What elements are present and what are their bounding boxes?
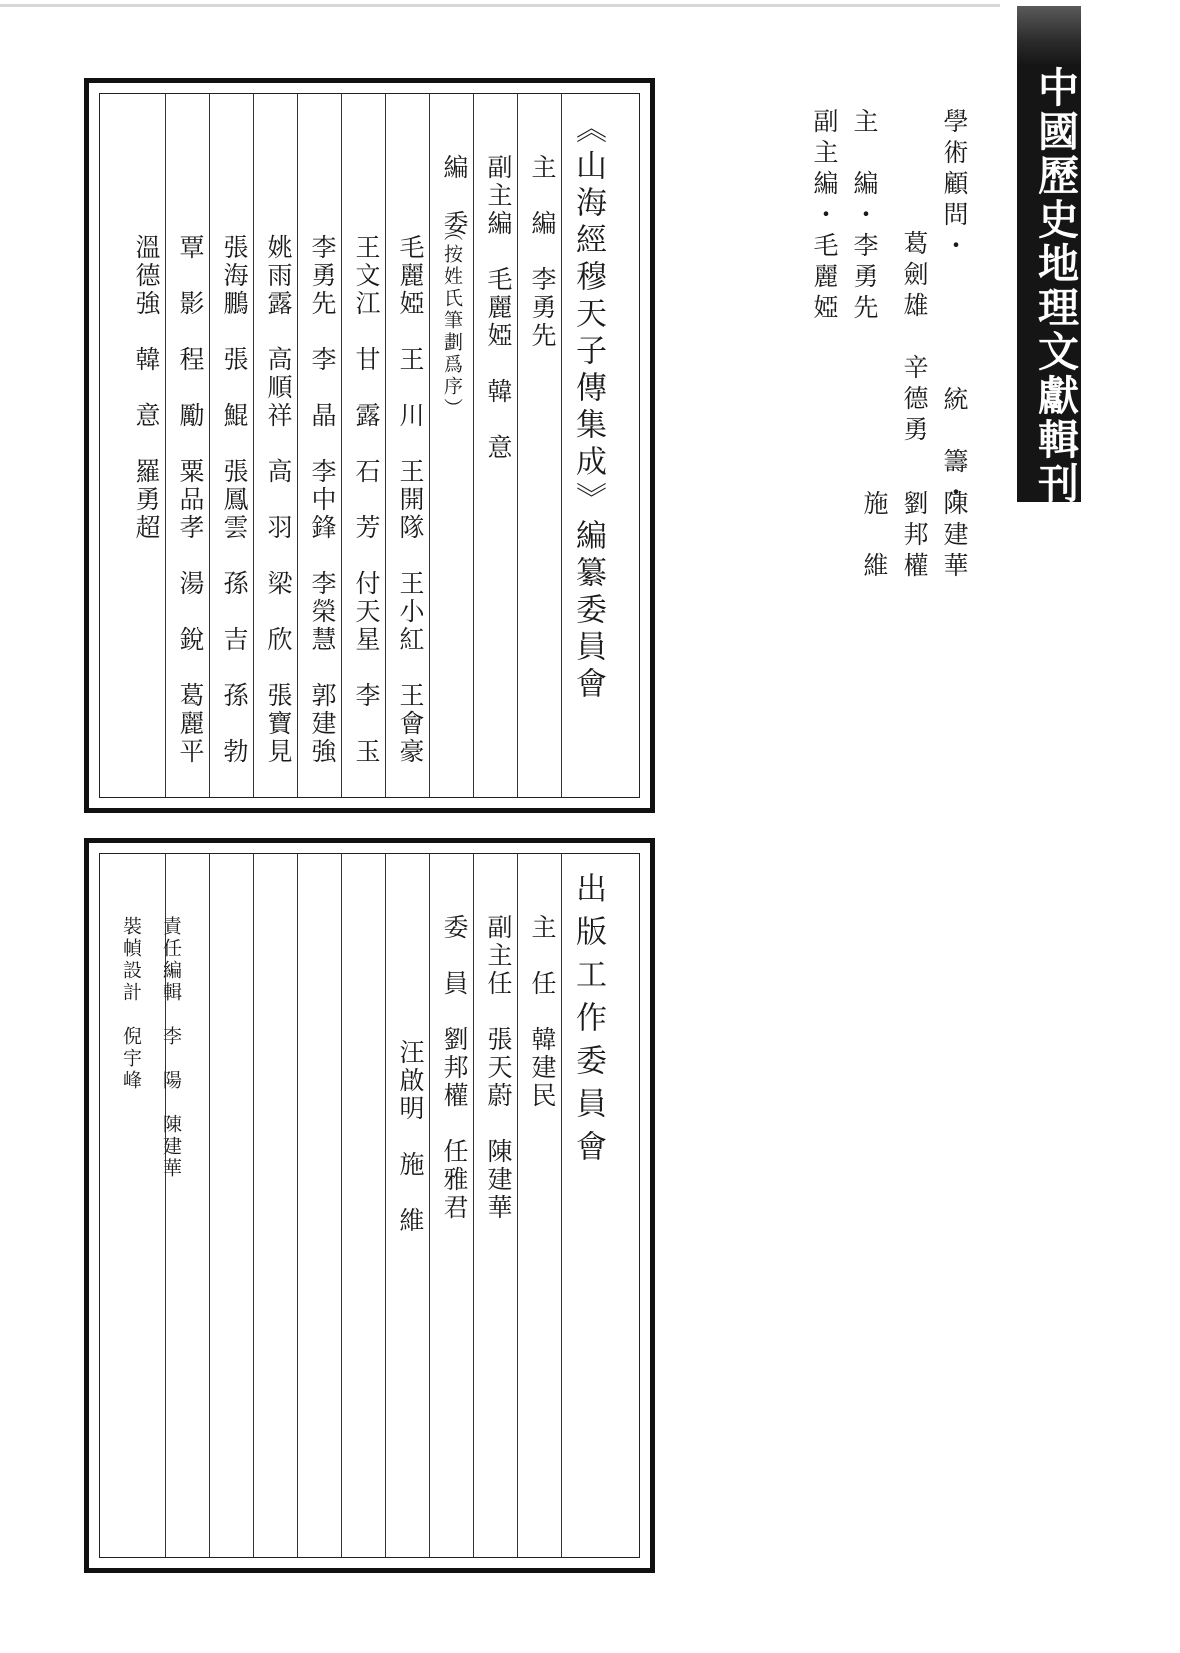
publishing-members: 委 員 劉邦權 任雅君 xyxy=(440,914,469,1222)
committee-member-row: 王文江 甘 露 石 芳 付天星 李 玉 xyxy=(352,234,381,766)
series-deputy-editor: 副主編・毛麗婭 xyxy=(810,108,839,325)
column-rule xyxy=(517,854,518,1557)
publishing-inner-border xyxy=(99,853,640,1558)
column-rule xyxy=(253,94,254,797)
column-rule xyxy=(165,94,166,797)
committee-members-note: （按姓氏筆劃爲序） xyxy=(441,222,463,420)
committee-member-row: 李勇先 李 晶 李中鋒 李榮慧 郭建強 xyxy=(308,234,337,766)
binding-designer: 裝幀設計 倪宇峰 xyxy=(120,916,142,1092)
series-chief-editor: 主 編・李勇先 xyxy=(850,108,879,325)
column-rule xyxy=(473,94,474,797)
committee-title: 《山海經穆天子傳集成》編纂委員會 xyxy=(570,112,606,704)
publishing-members-cont: 汪啟明 施 維 xyxy=(396,1039,425,1235)
committee-member-row: 覃 影 程 勵 粟品孝 湯 銳 葛麗平 xyxy=(176,234,205,766)
column-rule xyxy=(429,854,430,1557)
column-rule xyxy=(385,854,386,1557)
responsible-editors: 責任編輯 李 陽 陳建華 xyxy=(160,916,182,1180)
column-rule xyxy=(341,94,342,797)
publishing-director: 主 任 韓建民 xyxy=(528,914,557,1110)
column-rule xyxy=(561,854,562,1557)
column-rule xyxy=(341,854,342,1557)
series-title: 中國歷史地理文獻輯刊 xyxy=(1031,66,1079,506)
top-edge-line xyxy=(0,4,1000,7)
committee-members-label: 編 委 xyxy=(440,154,469,238)
advisor-names: 葛劍雄 辛德勇 xyxy=(900,230,929,447)
committee-chief-editor: 主 編 李勇先 xyxy=(528,154,557,350)
column-rule xyxy=(385,94,386,797)
publishing-deputy-director: 副主任 張天蔚 陳建華 xyxy=(484,914,513,1222)
column-rule xyxy=(253,854,254,1557)
column-rule xyxy=(473,854,474,1557)
coordinator-label: 統 籌・ xyxy=(940,386,969,510)
coordinator-name-1: 陳建華 xyxy=(940,490,969,583)
coordinator-name-2: 劉邦權 xyxy=(900,490,929,583)
banner-texture xyxy=(1017,6,1081,66)
column-rule xyxy=(561,94,562,797)
committee-member-row: 溫德強 韓 意 羅勇超 xyxy=(132,234,161,542)
publishing-title: 出版工作委員會 xyxy=(570,872,606,1173)
series-banner xyxy=(1017,6,1081,506)
column-rule xyxy=(297,94,298,797)
publishing-committee-box xyxy=(84,838,655,1573)
committee-deputy-editor: 副主編 毛麗婭 韓 意 xyxy=(484,154,513,462)
column-rule xyxy=(429,94,430,797)
committee-member-row: 張海鵬 張 鯤 張鳳雲 孫 吉 孫 勃 xyxy=(220,234,249,766)
compilation-committee-box xyxy=(84,78,655,813)
committee-member-row: 毛麗婭 王 川 王開隊 王小紅 王會豪 xyxy=(396,234,425,766)
column-rule xyxy=(517,94,518,797)
coordinator-name-3: 施 維 xyxy=(860,490,889,583)
column-rule xyxy=(209,94,210,797)
advisor-label: 學術顧問・ xyxy=(940,108,969,263)
column-rule xyxy=(297,854,298,1557)
committee-member-row: 姚雨露 高順祥 高 羽 梁 欣 張寶見 xyxy=(264,234,293,766)
column-rule xyxy=(209,854,210,1557)
committee-inner-border xyxy=(99,93,640,798)
